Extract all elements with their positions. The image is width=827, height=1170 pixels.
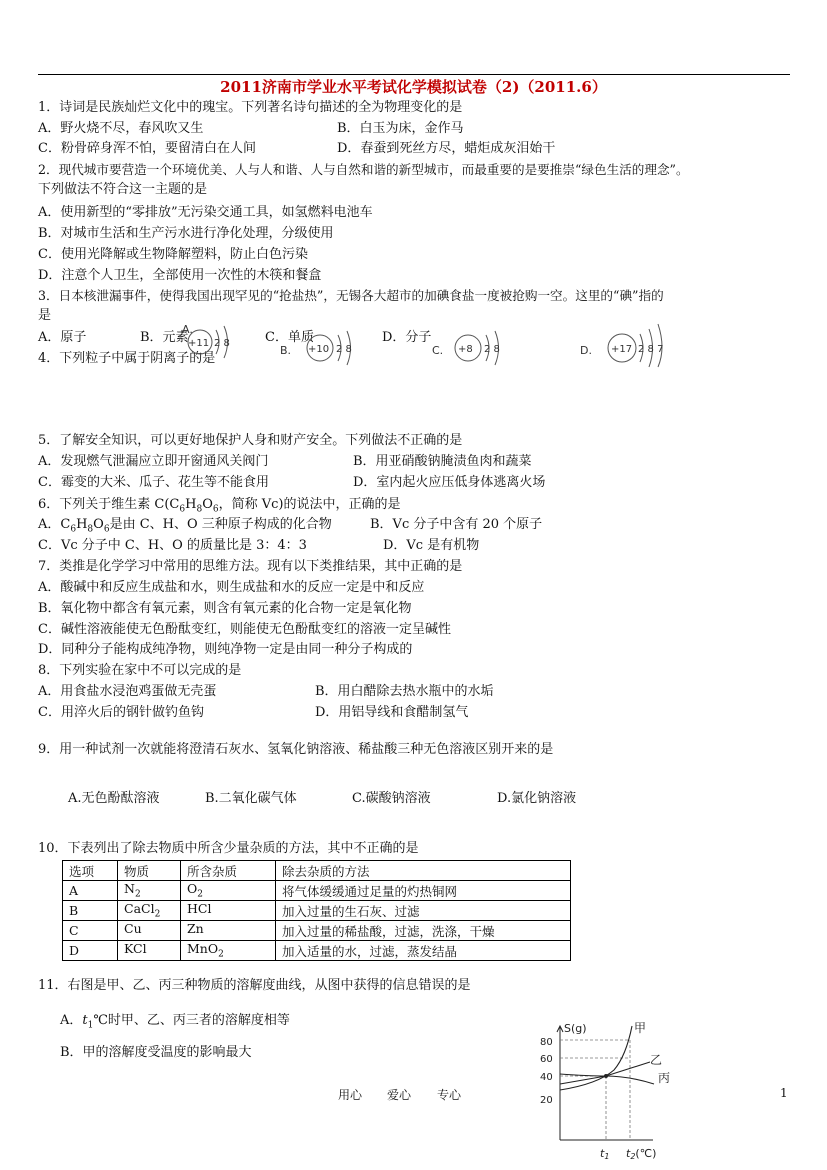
table-cell: Cu	[118, 921, 181, 941]
q7-option-b: B．氧化物中都含有氧元素，则含有氧元素的化合物一定是氧化物	[38, 601, 412, 616]
table-row	[63, 941, 571, 961]
q3-stem-1: 3．日本核泄漏事件，使得我国出现罕见的“抢盐热”，无锡各大超市的加碘食盐一度被抢购一空。这里的“碘”指的	[38, 288, 664, 303]
graph-t2: t2(℃)	[626, 1147, 657, 1161]
q1-option-b: B．白玉为床，金作马	[337, 121, 464, 136]
q3-option-a: A．原子	[38, 330, 87, 345]
footer-text-2: 爱心	[387, 1088, 412, 1102]
q7-option-c: C．碱性溶液能使无色酚酞变红，则能使无色酚酞变红的溶液一定呈碱性	[38, 622, 451, 637]
footer-text-3: 专心	[437, 1088, 462, 1102]
table-cell: Zn	[181, 921, 276, 941]
q7-option-a: A．酸碱中和反应生成盐和水，则生成盐和水的反应一定是中和反应	[38, 580, 425, 595]
q10-stem: 10．下表列出了除去物质中所含少量杂质的方法，其中不正确的是	[38, 841, 419, 856]
q3-option-d: D．分子	[382, 330, 432, 345]
atom-b-label: B.	[280, 344, 292, 357]
table-cell: C	[63, 921, 118, 941]
table-cell: MnO$_2$	[181, 941, 276, 961]
q3-stem-2: 是	[38, 308, 52, 323]
q2-option-a: A．使用新型的“零排放”无污染交通工具，如氢燃料电池车	[38, 205, 373, 220]
q5-stem: 5．了解安全知识，可以更好地保护人身和财产安全。下列做法不正确的是	[38, 433, 463, 448]
q8-stem: 8．下列实验在家中不可以完成的是	[38, 663, 242, 678]
q2-option-c: C．使用光降解或生物降解塑料，防止白色污染	[38, 247, 308, 262]
table-row	[63, 901, 571, 921]
q1-option-a: A．野火烧不尽，春风吹又生	[38, 121, 204, 136]
q2-option-d: D．注意个人卫生，全部使用一次性的木筷和餐盒	[38, 268, 322, 283]
atom-c-label: C.	[432, 344, 444, 357]
footer-text-1: 用心	[338, 1088, 363, 1102]
q3-option-c: C．单质	[265, 330, 314, 345]
table-cell: A	[63, 881, 118, 901]
curve-yi	[560, 1062, 650, 1084]
q6-stem: 6．下列关于维生素 $C(C_6H_8O_6$，简称 Vc)的说法中，正确的是	[38, 497, 401, 515]
q11-option-a: A．$t_1℃$时甲、乙、丙三者的溶解度相等	[60, 1013, 290, 1031]
atom-a-nucleus: +11	[188, 338, 210, 349]
atom-diagram-c	[430, 326, 520, 370]
q7-stem: 7．类推是化学学习中常用的思维方法。现有以下类推结果，其中正确的是	[38, 559, 463, 574]
q8-option-c: C．用淬火后的钢针做钓鱼钩	[38, 705, 204, 720]
q9-stem: 9．用一种试剂一次就能将澄清石灰水、氢氧化钠溶液、稀盐酸三种无色溶液区别开来的是	[38, 742, 554, 757]
q9-option-b: B.二氧化碳气体	[205, 791, 297, 806]
q1-option-c: C．粉骨碎身浑不怕，要留清白在人间	[38, 141, 256, 156]
page-number: 1	[780, 1086, 788, 1100]
q3-option-b: B．元素	[140, 330, 189, 345]
graph-y-label: S(g)	[564, 1022, 587, 1035]
table-cell: CaCl$_2$	[118, 901, 181, 921]
table-cell: D	[63, 941, 118, 961]
q11-stem: 11．右图是甲、乙、丙三种物质的溶解度曲线，从图中获得的信息错误的是	[38, 978, 471, 993]
table-cell: $O_2$	[181, 881, 276, 901]
table-cell: $N_2$	[118, 881, 181, 901]
atom-a-label: A.	[182, 323, 193, 336]
solubility-graph	[528, 1018, 698, 1166]
table-cell: KCl	[118, 941, 181, 961]
q5-option-c: C．霉变的大米、瓜子、花生等不能食用	[38, 475, 269, 490]
q6-option-b: B．Vc 分子中含有 20 个原子	[370, 517, 543, 532]
q8-option-b: B．用白醋除去热水瓶中的水垢	[315, 684, 494, 699]
table-cell: 加入适量的水，过滤，蒸发结晶	[276, 941, 571, 961]
table-header-row	[63, 861, 571, 881]
intersection-point	[604, 1074, 608, 1078]
q6-option-a: A．$C_6H_8O_6$是由 C、H、O 三种原子构成的化合物	[38, 517, 332, 535]
q6-option-c: C．Vc 分子中 C、H、O 的质量比是 3：4：3	[38, 538, 307, 553]
q9-option-a: A.无色酚酞溶液	[68, 791, 160, 806]
atom-diagram-a	[180, 318, 250, 362]
table-row	[63, 921, 571, 941]
q2-stem-2: 下列做法不符合这一主题的是	[38, 182, 208, 197]
atom-c-shells: 2 8	[484, 344, 500, 355]
table-cell: 加入过量的生石灰、过滤	[276, 901, 571, 921]
table-cell: HCl	[181, 901, 276, 921]
table-cell: 将气体缓缓通过足量的灼热铜网	[276, 881, 571, 901]
q5-option-a: A．发现燃气泄漏应立即开窗通风关阀门	[38, 454, 269, 469]
impurity-table	[62, 860, 571, 961]
atom-a-shells: 2 8	[214, 338, 230, 349]
graph-ytick-80: 80	[540, 1037, 553, 1048]
atom-d-nucleus: +17	[611, 344, 633, 355]
table-header-cell: 除去杂质的方法	[276, 861, 571, 881]
q5-option-d: D．室内起火应压低身体逃离火场	[353, 475, 546, 490]
q11-option-b: B．甲的溶解度受温度的影响最大	[60, 1045, 252, 1060]
series-label-yi: 乙	[650, 1053, 663, 1067]
q2-stem-1: 2．现代城市要营造一个环境优美、人与人和谐、人与自然和谐的新型城市，而最重要的是要推崇“绿色生活的理念”。	[38, 162, 689, 177]
atom-b-shells: 2 8	[336, 344, 352, 355]
q1-option-d: D．春蚕到死丝方尽，蜡炬成灰泪始干	[337, 141, 556, 156]
q2-option-b: B．对城市生活和生产污水进行净化处理，分级使用	[38, 226, 334, 241]
atom-diagram-d	[578, 318, 678, 368]
page-title: 2011济南市学业水平考试化学模拟试卷（2)（2011.6）	[220, 78, 607, 96]
atom-c-nucleus: +8	[458, 344, 473, 355]
graph-ytick-60: 60	[540, 1054, 553, 1065]
graph-t1: t1	[600, 1147, 610, 1161]
table-cell: 加入过量的稀盐酸，过滤，洗涤，干燥	[276, 921, 571, 941]
graph-ytick-20: 20	[540, 1095, 553, 1106]
q4-stem: 4．下列粒子中属于阴离子的是	[38, 351, 216, 366]
table-cell: B	[63, 901, 118, 921]
q9-option-d: D.氯化钠溶液	[497, 791, 577, 806]
q9-option-c: C.碳酸钠溶液	[352, 791, 431, 806]
table-header-cell: 所含杂质	[181, 861, 276, 881]
table-header-cell: 选项	[63, 861, 118, 881]
q7-option-d: D．同种分子能构成纯净物，则纯净物一定是由同一种分子构成的	[38, 642, 413, 657]
atom-d-label: D.	[580, 344, 592, 357]
table-header-cell: 物质	[118, 861, 181, 881]
atom-d-shells: 2 8 7	[638, 344, 664, 355]
q8-option-a: A．用食盐水浸泡鸡蛋做无壳蛋	[38, 684, 217, 699]
graph-ytick-40: 40	[540, 1072, 553, 1083]
q1-stem: 1．诗词是民族灿烂文化中的瑰宝。下列著名诗句描述的全为物理变化的是	[38, 100, 463, 115]
atom-diagram-b	[278, 326, 368, 370]
q5-option-b: B．用亚硝酸钠腌渍鱼肉和蔬菜	[353, 454, 532, 469]
q6-option-d: D．Vc 是有机物	[383, 538, 480, 553]
series-label-jia: 甲	[634, 1021, 647, 1035]
table-row	[63, 881, 571, 901]
header-rule	[38, 74, 790, 75]
atom-b-nucleus: +10	[308, 344, 330, 355]
series-label-bing: 丙	[658, 1071, 671, 1085]
q8-option-d: D．用铝导线和食醋制氢气	[315, 705, 469, 720]
